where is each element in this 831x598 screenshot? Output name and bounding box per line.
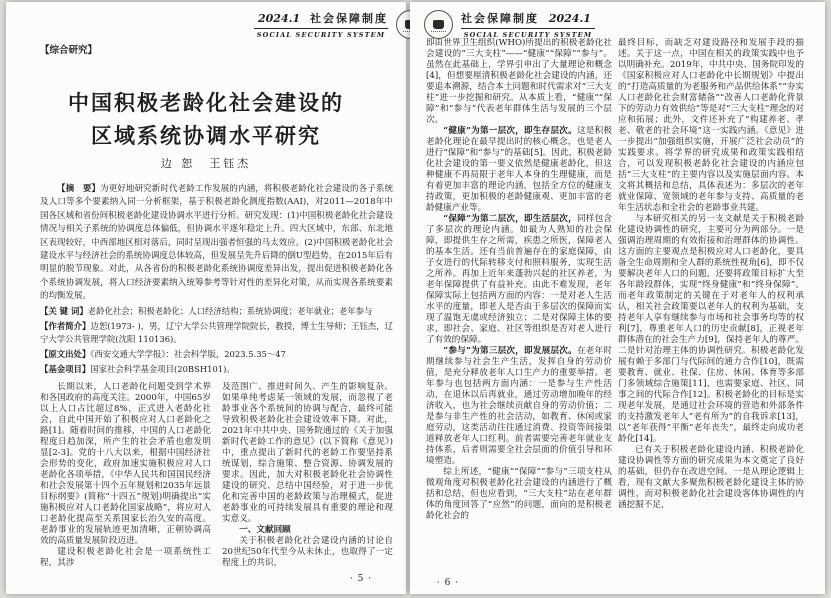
source-line [40, 348, 393, 361]
source-text: 《西安交通大学学报》：社会科学版，2023.5.35～47 [90, 349, 286, 360]
left-page-column-2 [222, 382, 393, 575]
paragraph: 建设积极老龄化社会是一项系统性工程，其涉 [40, 547, 211, 568]
abstract-label: 【摘 要】 [57, 184, 101, 194]
journal-header-text [461, 10, 595, 39]
journal-masthead [461, 10, 595, 29]
page-number-6: · 6 · [436, 578, 460, 588]
journal-issue: 2024.1 [258, 12, 301, 25]
fund-label: 【基金项目】 [40, 364, 91, 375]
paragraph-body: 在老年时期继续参与社会生产生活，发挥自身的劳动价值，是充分释放老年人口生产力的重要举措。老年参与也包括两方面内涵：一是参与生产性活动，在退休以后再就业，通过劳动增加晚年的经济收入，也为社会继续贡献自身的劳动价值；二是参与非生产性的社会活动，如教育、休闲或家庭劳动，这类活动往往通过消费、投资等间接渠道释放老年人口红利。前者需要完善老年就业支持体系，后者则需要全社会层面的价值引导和环境塑造。 [426, 346, 612, 466]
journal-name: 社会保障制度 [461, 12, 539, 25]
paragraph: 及范围广、推进时间久、产生的影响复杂。如果单纯考虑某一领域的发展，而忽视了老龄事业各个系统间的协调与配合，最终可能导致积极老龄化社会建设效率下降。对此，2021年中共中央、国务院通过的《关于加强新时代老龄工作的意见》(以下简称《意见》)中，重点提出了新时代的老龄工作要坚持系统谋划，综合施策、整合资源、协调发展的要求。因此，加大对积极老龄化社会协调性建设的研究、总结中国经验，对于进一步优化和完善中国的老龄政策与治理模式，促进老龄事业的可持续发展具有重要的理论和现实意义。 [222, 382, 393, 524]
right-page-column-2 [618, 38, 804, 571]
paragraph: 关于积极老龄化社会建设内涵的讨论自20世纪50年代至今从未休止，也取得了一定程度上的共识， [222, 536, 393, 568]
front-matter [40, 183, 393, 377]
abstract-text: 为更好地研究新时代老龄工作发展的内涵，将积极老龄化社会建设的各子系统及人口等多个要素纳入同一分析框架，基于积极老龄化测度指数(AAI)，对2011—2018年中国各区域和省份间积极老龄化建设协调水平进行分析。研究发现：(1)中国积极老龄化社会建设情况与相关子系统的协调度总体偏低，但协调水平逐年稳定上升。四大区域中，东部、东北地区表现较好，中西部地区相对落后，同时呈现出强者恒强的马太效应。(2)中国积极老龄化社会建设水平与经济社会的系统协调度总体较高，但发展呈先升后降的倒U型趋势，在2015年后有明显的脱节现象。对此，从各省份的积极老龄化系统协调度差异出发，提出促进积极老龄化各个系统协调发展，将人口经济要素纳入统筹参考等针对性的差异化对策，从而实现各系统要素的均衡发展。 [40, 184, 393, 302]
page-right [410, 2, 825, 594]
paragraph [426, 214, 612, 346]
keywords-line [40, 305, 393, 318]
article-title [6, 86, 406, 152]
paragraph-lead: “健康”为第一层次，即生存层次。 [443, 126, 577, 136]
page-number-5: · 5 · [349, 574, 373, 584]
paragraph-lead: “参与”为第三层次，即发展层次。 [443, 346, 577, 356]
author-bio-line [40, 320, 393, 347]
keywords-label: 【关 键 词】 [40, 306, 88, 317]
journal-header-text [254, 10, 388, 39]
paragraph: 最终目标，而缺乏对建设路径和发展手段的描述。关于这一点，中国在相关的政策实践中也予以明确补充。2019年，中共中央、国务院印发的《国家积极应对人口老龄化中长期规划》中提出的“打造高质量的为老服务和产品供给体系”“夯实人口老龄化社会财富储备”“改善人口老龄化背景下的劳动力有效供给”等是对“三大支柱”理念的对应和拓展；此外，文件还补充了“构建养老、孝老、敬老的社会环境”这一实践内涵。《意见》进一步提出“加强组织实施，开展广泛社会动员”的实践要求。将学界的研究成果和政策实践相结合，可以发现积极老龄化社会建设的内涵应包括“三大支柱”的主要内容以及实施层面内容。本文将其概括和总结，具体表述为：多层次的老年就业保障、宽领域的老年参与支持、高质量的老年生活状态和全社会的老龄事业共建。 [618, 38, 804, 213]
paragraph-body: 同样包含了多层次的理论内涵。如最为人熟知的社会保障，即提供生存之所需，疾患之所医，保障老人的基本生活。还有当前普遍存在的家庭保障，由子女进行的代际转移支付和照料服务，实现生活之所养。再加上近年来蓬勃兴起的社区养老，为老年保障提供了有益补充。由此不难发现，老年保障实际上包括两方面的内容：一是对老人生活水平的度量，即老人是否由于多层次的保障而实现了温饱无虞或经济独立；二是对保障主体的要求，即社会、家庭、社区等组织是否对老人进行了有效的保障。 [426, 214, 612, 345]
journal-header-left [254, 10, 425, 39]
fund-text: 国家社会科学基金项目(20BSH101)。 [90, 364, 235, 375]
paragraph: 长期以来，人口老龄化问题受到学术界和各国政府的高度关注。2000年，中国65岁以上人口占比超过8%，正式进入老龄化社会，自此中国开始了积极应对人口老龄化之路[1]。随着时间的推移，中国的人口老龄化程度日趋加深，所产生的社会矛盾也愈发明显[2-3]。党的十八大以来，根据中国经济社会形势的变化，政府加速实施积极应对人口老龄化各项举措，《中华人民共和国国民经济和社会发展第十四个五年规划和2035年远景目标纲要》(简称“十四五”规划)明确提出“实施积极应对人口老龄化国家战略”，将应对人口老龄化提高至关系国家长治久安的高度。老龄事业的发展轨迹更加清晰，正朝协调高效的高质量发展阶段迈进。 [40, 382, 211, 546]
right-page-column-1 [426, 38, 612, 571]
journal-issue: 2024.1 [548, 12, 591, 25]
author-bio-text: 边恕(1973- )，男，辽宁大学公共管理学院院长，教授，博士生导师；王钰杰，辽宁大学公共管理学院(沈阳 110136)。 [40, 321, 393, 345]
author-bio-label: 【作者简介】 [40, 321, 91, 332]
paragraph: 与本研究相关的另一支文献是关于积极老龄化建设协调性的研究，主要可分为两部分。一是强调治理周期的有效衔接和治理群体的协调性。这方面的主要观点是积极应对人口老龄化，要具备全生命周期和全人群的系统性视角[6]，即不仅要解决老年人口的问题，还要将政策目标扩大至各年龄段群体，实现“终身健康”和“终身保障”。而老年政策制定的关键在于对老年人的权利承认，相关社会政策要以老年人的权利为基础，支持老年人享有继续参与市场和社会事务均等的权利[7]，尊重老年人口的历史贡献[8]，正视老年群体潜在的社会生产力[9]，保持老年人的尊严。二是针对治理主体的协调性研究。积极老龄化发展有赖于多部门与代际间的通力合作[10]，既需要教育、就业、社保、住房、休闲、体育等多部门多领域综合施策[11]，也需要家庭、社区、同事之间的代际合作[12]。积极老龄化的目标是实现老年发展，是通过社会环境的营造和外部条件的支持激发老年人“老有所为”的自我诉求[13]，以“老年获得”平衡“老年丧失”，最终走向成功老龄化[14]。 [618, 214, 804, 444]
source-label: 【原文出处】 [40, 349, 91, 360]
article-title-line2: 区域系统协调水平研究 [91, 123, 321, 148]
journal-name: 社会保障制度 [309, 12, 388, 25]
keywords-text: 老龄化社会；积极老龄化；人口经济结构；系统协调度；老年就业；老年参与 [87, 306, 373, 317]
paragraph [426, 126, 612, 214]
journal-header-right [424, 10, 595, 39]
journal-name-en: SOCIAL SECURITY SYSTEM [256, 31, 386, 39]
paragraph: 即由世界卫生组织(WHO)所提出的积极老龄化社会建设的“三大支柱”——“健康”“保障”“参与”。虽然在此基础上，学界引申出了大量理论和概念[4]，但想要厘清积极老龄化社会建设的内涵，还要追本溯源，结合本土问题和时代需求对“三大支柱”进一步挖掘和研究。从本质上看，“健康”“保障”和“参与”代表老年群体生活与发展的三个层次。 [426, 38, 612, 125]
paragraph-lead: “保障”为第二层次，即生活层次， [443, 214, 577, 224]
paragraph [426, 346, 612, 467]
paragraph: 综上所述，“健康”“保障”“参与”三项支柱从微观角度对积极老龄化社会建设的内涵进行了概括和总结，但也应看到，“三大支柱”站在老年群体的角度回答了“应然”的问题，面向的是积极老龄化社会的 [426, 467, 612, 521]
article-title-line1: 中国积极老龄化社会建设的 [68, 90, 344, 115]
page-left [6, 2, 406, 594]
abstract-paragraph [40, 183, 393, 304]
journal-seal-logo [424, 10, 453, 39]
seal-emblem-icon [433, 20, 444, 29]
paragraph-body: 这是积极老龄化理论在最早提出时的核心概念，也是老人进行“保障”和“参与”的基础[5]。因此，积极老龄化社会建设的第一要义依然是健康老龄化，但这种健康不再局限于老年人本身的生理健康，而是有着更加丰富的理论内涵，包括全方位的健康支持政策，更加积极的老龄健康观、更加丰富的老龄健康产业等。 [426, 126, 612, 213]
fund-line [40, 363, 393, 376]
left-page-column-1 [40, 382, 211, 575]
journal-masthead [254, 10, 388, 29]
section-tag: 【综合研究】 [40, 45, 98, 56]
section-heading: 一、文献回顾 [239, 525, 291, 535]
authors: 边 恕 王钰杰 [160, 157, 252, 170]
journal-name-en: SOCIAL SECURITY SYSTEM [463, 31, 593, 39]
paragraph: 已有关于积极老龄化建设内涵、积极老龄化建设协调性等方面的研究成果为本文奠定了良好的基础，但仍存在改进空间。一是从理论逻辑上看，现有文献大多聚焦积极老龄化建设主体的协调性，而对积极老龄化社会建设客体协调性的内涵挖掘不足， [618, 445, 804, 510]
